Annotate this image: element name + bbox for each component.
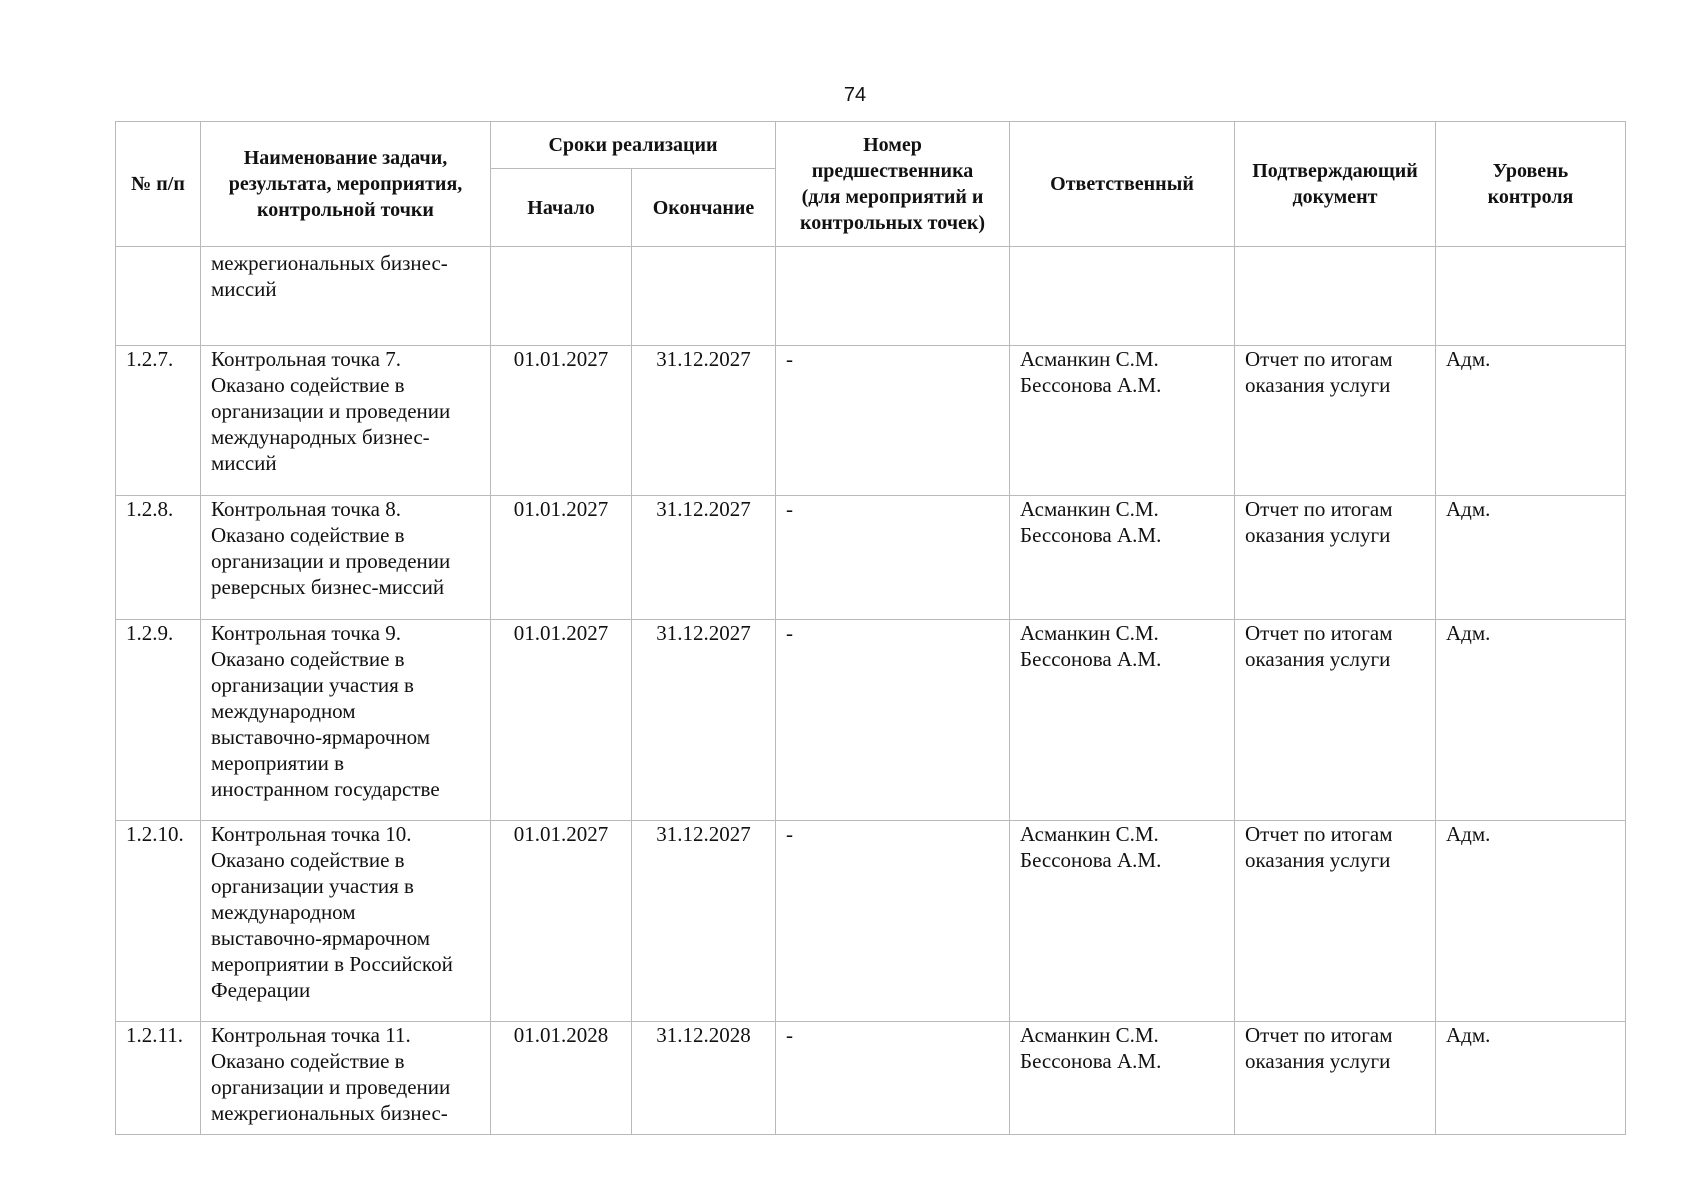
cell-end: 31.12.2027 [632,620,776,821]
responsible-line: Бессонова А.М. [1020,848,1162,872]
responsible-line: Асманкин С.М. [1020,1023,1159,1047]
cell-predecessor [776,247,1010,346]
cell-responsible [1010,821,1235,1022]
cell-end [632,247,776,346]
implementation-plan-table [115,121,1626,1135]
cell-num: 1.2.7. [116,346,201,496]
name-line: миссий [211,451,277,475]
cell-control [1436,247,1626,346]
document-line: Отчет по итогам [1245,621,1393,645]
name-line: межрегиональных бизнес- [211,251,448,275]
cell-start: 01.01.2028 [491,1022,632,1135]
cell-name [201,821,491,1022]
cell-responsible [1010,346,1235,496]
name-line: Контрольная точка 7. [211,347,402,371]
header-row-top [116,122,1626,169]
cell-start: 01.01.2027 [491,346,632,496]
cell-name [201,620,491,821]
cell-name [201,496,491,620]
name-line: межрегиональных бизнес- [211,1101,448,1125]
name-line: мероприятии в [211,751,345,775]
document-line: оказания услуги [1245,373,1391,397]
name-line: международных бизнес- [211,425,430,449]
header-predecessor [776,122,1010,247]
name-line: международном [211,900,356,924]
responsible-line: Асманкин С.М. [1020,347,1159,371]
header-control-line: Уровень [1492,160,1569,182]
table-row [116,620,1626,821]
cell-num: 1.2.11. [116,1022,201,1135]
cell-name [201,346,491,496]
document-line: Отчет по итогам [1245,497,1393,521]
cell-responsible [1010,620,1235,821]
cell-document [1235,821,1436,1022]
cell-predecessor: - [776,821,1010,1022]
cell-num: 1.2.8. [116,496,201,620]
cell-document [1235,346,1436,496]
document-line: Отчет по итогам [1245,1023,1393,1047]
cell-num [116,247,201,346]
header-end: Окончание [632,169,776,247]
header-name-line: результата, мероприятия, [228,173,463,195]
cell-document [1235,247,1436,346]
table-row [116,346,1626,496]
header-predecessor-line: Номер [863,134,922,156]
cell-control: Адм. [1436,346,1626,496]
header-num: № п/п [116,122,201,247]
name-line: миссий [211,277,277,301]
name-line: Контрольная точка 11. [211,1023,411,1047]
responsible-line: Асманкин С.М. [1020,822,1159,846]
name-line: организации и проведении [211,399,451,423]
header-period: Сроки реализации [491,122,776,169]
header-document [1235,122,1436,247]
header-document-line: Подтверждающий [1252,160,1418,182]
name-line: Оказано содействие в [211,523,405,547]
table-row-continuation [116,247,1626,346]
name-line: выставочно-ярмарочном [211,926,431,950]
cell-end: 31.12.2027 [632,821,776,1022]
cell-end: 31.12.2027 [632,496,776,620]
cell-start [491,247,632,346]
cell-end: 31.12.2027 [632,346,776,496]
header-name-line: контрольной точки [257,199,434,221]
header-control [1436,122,1626,247]
header-name [201,122,491,247]
header-predecessor-line: (для мероприятий и [801,186,984,208]
document-line: Отчет по итогам [1245,822,1393,846]
header-predecessor-line: контрольных точек) [800,212,986,234]
name-line: международном [211,699,356,723]
document-line: оказания услуги [1245,647,1391,671]
cell-control: Адм. [1436,821,1626,1022]
cell-end: 31.12.2028 [632,1022,776,1135]
table-row [116,821,1626,1022]
cell-name [201,247,491,346]
name-line: иностранном государстве [211,777,440,801]
header-predecessor-line: предшественника [811,160,974,182]
cell-predecessor: - [776,1022,1010,1135]
document-line: оказания услуги [1245,848,1391,872]
responsible-line: Бессонова А.М. [1020,373,1162,397]
name-line: выставочно-ярмарочном [211,725,431,749]
name-line: Оказано содействие в [211,373,405,397]
responsible-line: Асманкин С.М. [1020,621,1159,645]
responsible-line: Бессонова А.М. [1020,647,1162,671]
responsible-line: Асманкин С.М. [1020,497,1159,521]
responsible-line: Бессонова А.М. [1020,1049,1162,1073]
name-line: мероприятии в Российской [211,952,453,976]
name-line: реверсных бизнес-миссий [211,575,445,599]
cell-control: Адм. [1436,620,1626,821]
name-line: Контрольная точка 9. [211,621,402,645]
name-line: Контрольная точка 8. [211,497,402,521]
cell-num: 1.2.10. [116,821,201,1022]
name-line: организации участия в [211,673,414,697]
name-line: Оказано содействие в [211,848,405,872]
document-line: оказания услуги [1245,523,1391,547]
cell-start: 01.01.2027 [491,821,632,1022]
header-name-line: Наименование задачи, [243,147,448,169]
cell-control: Адм. [1436,1022,1626,1135]
cell-predecessor: - [776,496,1010,620]
cell-responsible [1010,247,1235,346]
cell-name [201,1022,491,1135]
cell-responsible [1010,1022,1235,1135]
cell-start: 01.01.2027 [491,496,632,620]
name-line: организации участия в [211,874,414,898]
table-row [116,496,1626,620]
document-line: Отчет по итогам [1245,347,1393,371]
header-start: Начало [491,169,632,247]
name-line: Федерации [211,978,311,1002]
name-line: Оказано содействие в [211,647,405,671]
name-line: Оказано содействие в [211,1049,405,1073]
cell-responsible [1010,496,1235,620]
header-document-line: документ [1292,186,1378,208]
cell-document [1235,620,1436,821]
cell-num: 1.2.9. [116,620,201,821]
header-responsible: Ответственный [1010,122,1235,247]
cell-document [1235,496,1436,620]
header-control-line: контроля [1487,186,1574,208]
cell-document [1235,1022,1436,1135]
page-number: 74 [843,84,867,106]
cell-start: 01.01.2027 [491,620,632,821]
responsible-line: Бессонова А.М. [1020,523,1162,547]
cell-predecessor: - [776,346,1010,496]
table-row [116,1022,1626,1135]
cell-control: Адм. [1436,496,1626,620]
cell-predecessor: - [776,620,1010,821]
document-line: оказания услуги [1245,1049,1391,1073]
name-line: Контрольная точка 10. [211,822,412,846]
name-line: организации и проведении [211,1075,451,1099]
name-line: организации и проведении [211,549,451,573]
